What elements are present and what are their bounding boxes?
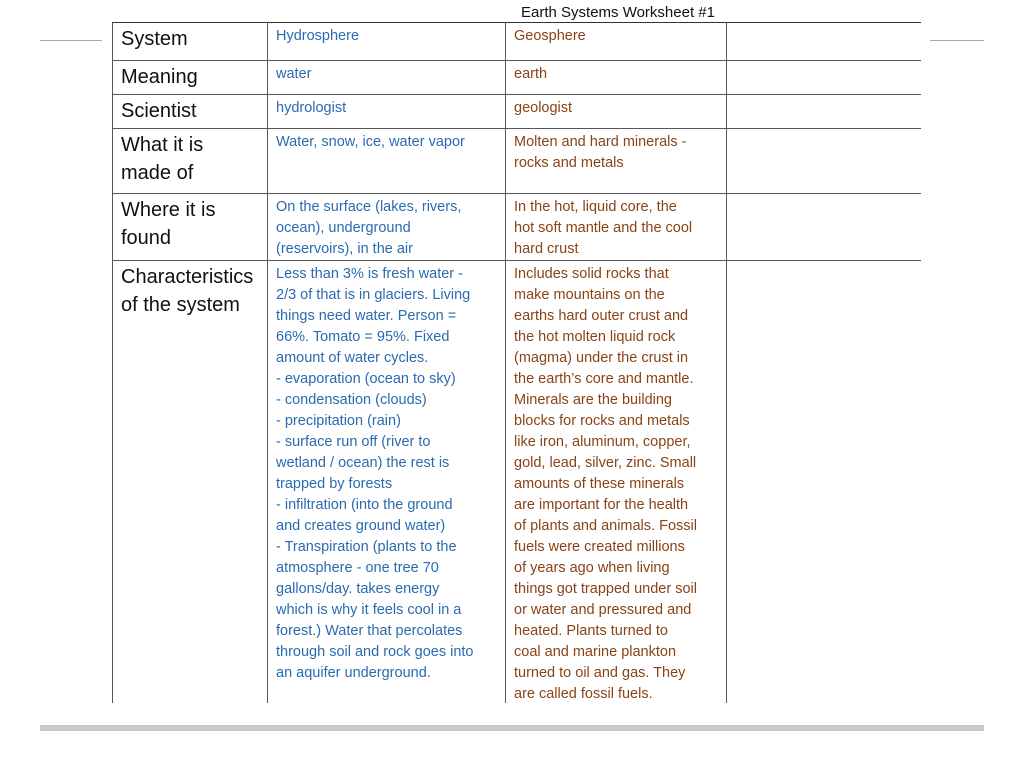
empty-cell	[727, 95, 922, 129]
row-label-cell	[113, 261, 268, 704]
text-line: (reservoirs), in the air	[276, 241, 413, 257]
hydrosphere-cell	[268, 129, 506, 194]
text-line: through soil and rock goes into	[276, 644, 474, 660]
text-line: - precipitation (rain)	[276, 413, 401, 429]
text-line: turned to oil and gas. They	[514, 665, 686, 681]
text-line: things got trapped under soil	[514, 581, 697, 597]
geosphere-characteristics	[506, 261, 726, 703]
text-line: which is why it feels cool in a	[276, 602, 462, 618]
text-line: the earth’s core and mantle.	[514, 371, 694, 387]
label-line: What it is	[121, 134, 204, 156]
label-line: made of	[121, 162, 194, 184]
text-line: Water, snow, ice, water vapor	[276, 134, 465, 150]
label-line: Characteristics	[121, 266, 254, 288]
left-rule-divider	[40, 40, 102, 41]
text-line: rocks and metals	[514, 155, 624, 171]
text-line: make mountains on the	[514, 287, 665, 303]
row-label-cell	[113, 194, 268, 261]
worksheet-title: Earth Systems Worksheet #1	[521, 4, 715, 21]
table-row-location	[113, 194, 922, 261]
table-row-characteristics	[113, 261, 922, 704]
geosphere-scientist: geologist	[514, 100, 573, 116]
text-line: earths hard outer crust and	[514, 308, 689, 324]
text-line: like iron, aluminum, copper,	[514, 434, 691, 450]
text-line: 66%. Tomato = 95%. Fixed	[276, 329, 450, 345]
empty-cell	[727, 194, 922, 261]
hydrosphere-cell	[268, 95, 506, 129]
hydrosphere-cell	[268, 261, 506, 704]
empty-cell	[727, 23, 922, 61]
text-line: an aquifer underground.	[276, 665, 431, 681]
geosphere-cell	[506, 261, 727, 704]
text-line: of years ago when living	[514, 560, 670, 576]
row-label-meaning: Meaning	[121, 66, 198, 88]
label-line: of the system	[121, 294, 240, 316]
text-line: the hot molten liquid rock	[514, 329, 676, 345]
label-line: Where it is	[121, 199, 216, 221]
text-line: gallons/day. takes energy	[276, 581, 440, 597]
hydrosphere-cell	[268, 194, 506, 261]
text-line: - surface run off (river to	[276, 434, 431, 450]
text-line: amount of water cycles.	[276, 350, 429, 366]
geosphere-composition	[506, 129, 726, 174]
text-line: blocks for rocks and metals	[514, 413, 690, 429]
table-row-scientist	[113, 95, 922, 129]
text-line: ocean), underground	[276, 220, 411, 236]
geosphere-cell	[506, 129, 727, 194]
hydrosphere-composition	[268, 129, 505, 153]
hydrosphere-scientist: hydrologist	[276, 100, 347, 116]
text-line: Molten and hard minerals -	[514, 134, 687, 150]
empty-cell	[727, 61, 922, 95]
text-line: fuels were created millions	[514, 539, 685, 555]
right-rule-divider	[930, 40, 984, 41]
text-line: things need water. Person =	[276, 308, 457, 324]
bottom-scroll-bar	[40, 725, 984, 731]
hydrosphere-cell	[268, 61, 506, 95]
text-line: trapped by forests	[276, 476, 393, 492]
label-line: found	[121, 227, 172, 249]
text-line: On the surface (lakes, rivers,	[276, 199, 462, 215]
worksheet-page	[112, 22, 921, 703]
text-line: coal and marine plankton	[514, 644, 677, 660]
text-line: gold, lead, silver, zinc. Small	[514, 455, 697, 471]
row-label-system: System	[121, 28, 188, 50]
hydrosphere-characteristics	[268, 261, 505, 684]
text-line: atmosphere - one tree 70	[276, 560, 439, 576]
text-line: heated. Plants turned to	[514, 623, 668, 639]
table-row-meaning	[113, 61, 922, 95]
row-label-cell	[113, 129, 268, 194]
row-label-scientist: Scientist	[121, 100, 197, 122]
hydrosphere-meaning: water	[276, 66, 312, 82]
text-line: hard crust	[514, 241, 579, 257]
hydrosphere-cell	[268, 23, 506, 61]
text-line: forest.) Water that percolates	[276, 623, 463, 639]
text-line: 2/3 of that is in glaciers. Living	[276, 287, 471, 303]
geosphere-location	[506, 194, 726, 260]
text-line: wetland / ocean) the rest is	[276, 455, 450, 471]
geosphere-cell	[506, 194, 727, 261]
text-line: - evaporation (ocean to sky)	[276, 371, 456, 387]
row-label-composition	[113, 129, 267, 187]
geosphere-cell	[506, 23, 727, 61]
hydrosphere-location	[268, 194, 505, 260]
table-row-system	[113, 23, 922, 61]
geosphere-cell	[506, 61, 727, 95]
text-line: of plants and animals. Fossil	[514, 518, 697, 534]
text-line: Less than 3% is fresh water -	[276, 266, 463, 282]
text-line: or water and pressured and	[514, 602, 692, 618]
text-line: are called fossil fuels.	[514, 686, 653, 702]
text-line: Minerals are the building	[514, 392, 672, 408]
text-line: are important for the health	[514, 497, 689, 513]
text-line: amounts of these minerals	[514, 476, 685, 492]
row-label-cell	[113, 95, 268, 129]
text-line: and creates ground water)	[276, 518, 446, 534]
text-line: In the hot, liquid core, the	[514, 199, 677, 215]
empty-cell	[727, 261, 922, 704]
row-label-characteristics	[113, 261, 267, 319]
text-line: - condensation (clouds)	[276, 392, 427, 408]
geosphere-cell	[506, 95, 727, 129]
empty-cell	[727, 129, 922, 194]
text-line: hot soft mantle and the cool	[514, 220, 693, 236]
hydrosphere-system-name: Hydrosphere	[276, 28, 360, 44]
text-line: - infiltration (into the ground	[276, 497, 453, 513]
text-line: Includes solid rocks that	[514, 266, 669, 282]
row-label-cell	[113, 61, 268, 95]
text-line: - Transpiration (plants to the	[276, 539, 457, 555]
geosphere-meaning: earth	[514, 66, 548, 82]
earth-systems-table	[112, 22, 921, 703]
geosphere-system-name: Geosphere	[514, 28, 586, 44]
row-label-cell	[113, 23, 268, 61]
table-row-composition	[113, 129, 922, 194]
text-line: (magma) under the crust in	[514, 350, 689, 366]
row-label-location	[113, 194, 267, 252]
